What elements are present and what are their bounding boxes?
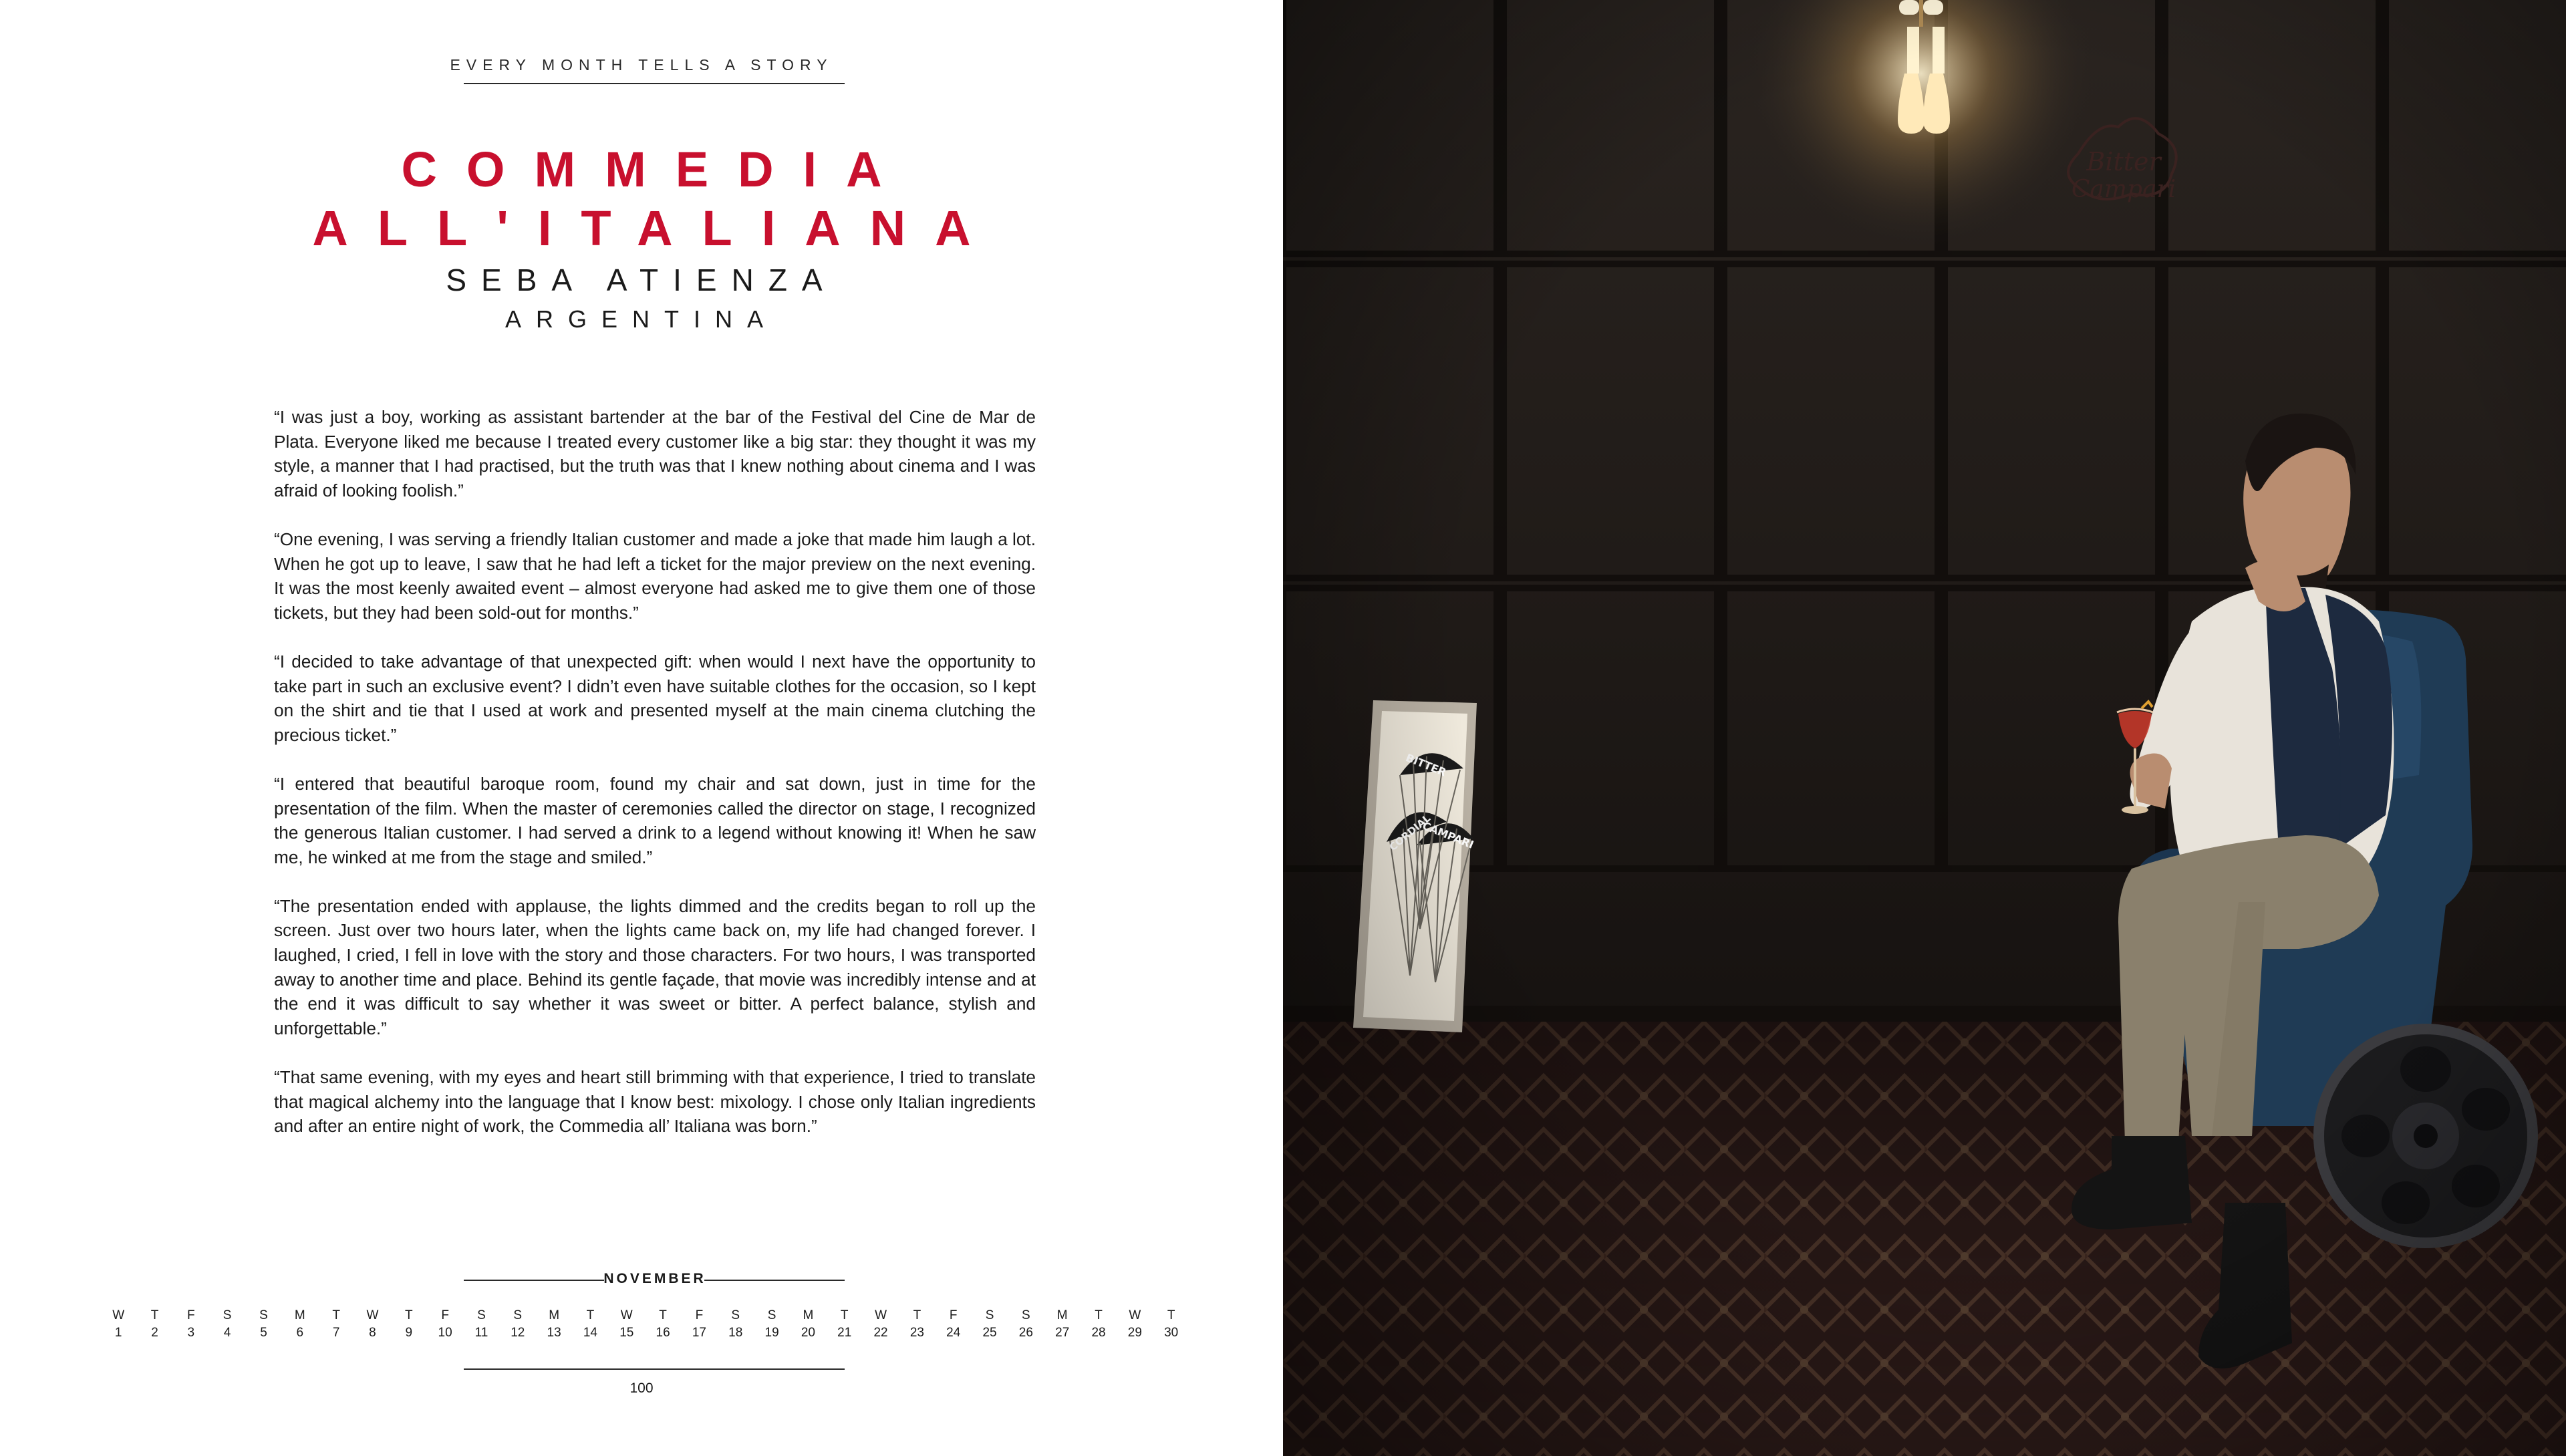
calendar-day xyxy=(427,1307,463,1342)
calendar-weekday: F xyxy=(949,1308,958,1322)
calendar-date: 17 xyxy=(692,1326,706,1340)
calendar-date: 12 xyxy=(511,1326,525,1340)
calendar-weekday: W xyxy=(1129,1308,1141,1322)
calendar-day xyxy=(1153,1307,1189,1342)
calendar-day xyxy=(354,1307,390,1342)
calendar-weekday: T xyxy=(150,1308,159,1322)
calendar-weekday: T xyxy=(659,1308,667,1322)
month-rule-right xyxy=(704,1280,845,1281)
calendar-day xyxy=(536,1307,572,1342)
calendar-day xyxy=(1044,1307,1081,1342)
cocktail-title xyxy=(0,140,1283,258)
calendar-weekday: W xyxy=(620,1308,633,1322)
calendar-weekday: S xyxy=(985,1308,994,1322)
calendar-date: 5 xyxy=(260,1326,267,1340)
calendar-weekday: W xyxy=(875,1308,887,1322)
calendar-date: 3 xyxy=(187,1326,195,1340)
vignette xyxy=(1283,0,2566,1456)
calendar-weekday: T xyxy=(840,1308,849,1322)
calendar-date: 9 xyxy=(405,1326,413,1340)
calendar-day xyxy=(972,1307,1008,1342)
calendar-date: 6 xyxy=(296,1326,304,1340)
calendar-day xyxy=(318,1307,354,1342)
story-paragraph: “I entered that beautiful baroque room, found my chair and sat down, just in time for the presentation of the film. When the master of ceremonies called the director on stage, I recognized the generous Italian customer. I had served a drink to a legend without knowing it! When he saw me, he winked at me from the stage and smiled.” xyxy=(274,773,1036,867)
calendar-month: NOVEMBER xyxy=(603,1271,706,1286)
story-paragraph: “One evening, I was serving a friendly Italian customer and made a joke that made him laugh a lot. When he got up to leave, I saw that he had left a ticket for the major preview on the next evening. It was the most keenly awaited event – almost everyone had asked me to give them one of those tickets, but they had been sold-out for months.” xyxy=(274,529,1036,623)
calendar-day xyxy=(645,1307,681,1342)
calendar-day xyxy=(391,1307,427,1342)
calendar-date: 10 xyxy=(438,1326,452,1340)
calendar-day xyxy=(863,1307,899,1342)
calendar-date: 26 xyxy=(1018,1326,1033,1340)
calendar-day xyxy=(790,1307,826,1342)
footer-rule xyxy=(464,1368,845,1370)
author-country: ARGENTINA xyxy=(505,305,778,333)
author-name: SEBA ATIENZA xyxy=(446,263,837,297)
calendar-date: 14 xyxy=(583,1326,597,1340)
calendar-weekday: W xyxy=(366,1308,379,1322)
story-paragraph: “The presentation ended with applause, the lights dimmed and the credits began to roll up the screen. Just over two hours later, when the lights came back on, my life had changed forever. I laughed, I cried, I fell in love with the story and those characters. For two hours, I was transported away to another time and place. Behind its gentle façade, that movie was incredibly intense and at the end it was difficult to say whether it was sweet or bitter. A perfect balance, stylish and unforgettable.” xyxy=(274,895,1036,1038)
calendar-weekday: F xyxy=(441,1308,449,1322)
calendar-weekday: T xyxy=(913,1308,921,1322)
calendar-weekday: T xyxy=(1167,1308,1175,1322)
calendar-day xyxy=(827,1307,863,1342)
calendar-date: 24 xyxy=(946,1326,961,1340)
calendar-day xyxy=(1117,1307,1153,1342)
calendar-day xyxy=(899,1307,935,1342)
calendar-strip xyxy=(100,1307,1189,1342)
calendar-date: 15 xyxy=(619,1326,634,1340)
calendar-day xyxy=(681,1307,717,1342)
calendar-date: 2 xyxy=(151,1326,158,1340)
calendar-date: 25 xyxy=(982,1326,997,1340)
calendar-date: 28 xyxy=(1091,1326,1106,1340)
story-text xyxy=(274,405,1036,1163)
photo-page xyxy=(1283,0,2566,1456)
calendar-day xyxy=(718,1307,754,1342)
calendar-date: 13 xyxy=(547,1326,561,1340)
calendar-weekday: M xyxy=(803,1308,814,1322)
calendar-date: 19 xyxy=(764,1326,779,1340)
kicker-rule xyxy=(464,83,845,84)
calendar-weekday: T xyxy=(586,1308,595,1322)
bartender-photo xyxy=(1283,0,2566,1456)
month-rule-left xyxy=(464,1280,604,1281)
calendar-weekday: T xyxy=(1095,1308,1103,1322)
title-line-2: ALL'ITALIANA xyxy=(312,200,1000,256)
calendar-weekday: T xyxy=(332,1308,340,1322)
calendar-day xyxy=(245,1307,281,1342)
calendar-day xyxy=(754,1307,790,1342)
calendar-day xyxy=(282,1307,318,1342)
calendar-date: 7 xyxy=(332,1326,340,1340)
story-paragraph: “That same evening, with my eyes and heart still brimming with that experience, I tried to translate that magical alchemy into the language that I know best: mixology. I chose only Italian ingredients and after an entire night of work, the Commedia all’ Italiana was born.” xyxy=(274,1067,1036,1137)
calendar-day xyxy=(1008,1307,1044,1342)
calendar-day xyxy=(136,1307,172,1342)
calendar-weekday: T xyxy=(404,1308,413,1322)
calendar-date: 1 xyxy=(114,1326,122,1340)
calendar-weekday: S xyxy=(477,1308,486,1322)
calendar-date: 4 xyxy=(223,1326,231,1340)
calendar-day xyxy=(1081,1307,1117,1342)
calendar-weekday: M xyxy=(549,1308,560,1322)
story-paragraph: “I was just a boy, working as assistant bartender at the bar of the Festival del Cine de Mar de Plata. Everyone liked me because I treated every customer like a big star: they thought it was my style, a manner that I had practised, but the truth was that I knew nothing about cinema and I was afraid of looking foolish.” xyxy=(274,407,1036,500)
calendar-weekday: M xyxy=(294,1308,305,1322)
calendar-day xyxy=(936,1307,972,1342)
calendar-weekday: S xyxy=(259,1308,268,1322)
calendar-date: 30 xyxy=(1164,1326,1179,1340)
calendar-day xyxy=(609,1307,645,1342)
calendar-day xyxy=(500,1307,536,1342)
calendar-day xyxy=(463,1307,499,1342)
calendar-weekday: S xyxy=(767,1308,776,1322)
calendar-date: 20 xyxy=(801,1326,815,1340)
calendar-date: 18 xyxy=(728,1326,743,1340)
page-number: 100 xyxy=(629,1380,654,1396)
story-paragraph: “I decided to take advantage of that unexpected gift: when would I next have the opportunity to take part in such an exclusive event? I didn’t even have suitable clothes for the occasion, so I kept on the shirt and tie that I used at work and presented myself at the main cinema clutching the precious ticket.” xyxy=(274,651,1036,745)
calendar-weekday: F xyxy=(695,1308,704,1322)
calendar-day xyxy=(209,1307,245,1342)
calendar-date: 16 xyxy=(656,1326,670,1340)
calendar-date: 29 xyxy=(1127,1326,1142,1340)
calendar-weekday: S xyxy=(1022,1308,1030,1322)
calendar-date: 21 xyxy=(837,1326,852,1340)
calendar-date: 8 xyxy=(369,1326,376,1340)
calendar-weekday: W xyxy=(112,1308,125,1322)
section-kicker: EVERY MONTH TELLS A STORY xyxy=(450,56,833,74)
calendar-day xyxy=(173,1307,209,1342)
calendar-weekday: F xyxy=(187,1308,195,1322)
calendar-date: 22 xyxy=(873,1326,888,1340)
title-line-1: COMMEDIA xyxy=(401,142,911,197)
calendar-weekday: S xyxy=(223,1308,232,1322)
calendar-day xyxy=(572,1307,608,1342)
calendar-date: 23 xyxy=(909,1326,924,1340)
calendar-day xyxy=(100,1307,136,1342)
calendar-date: 27 xyxy=(1055,1326,1070,1340)
calendar-date: 11 xyxy=(474,1326,488,1340)
calendar-weekday: S xyxy=(513,1308,523,1322)
calendar-weekday: S xyxy=(731,1308,740,1322)
calendar-weekday: M xyxy=(1056,1308,1068,1322)
